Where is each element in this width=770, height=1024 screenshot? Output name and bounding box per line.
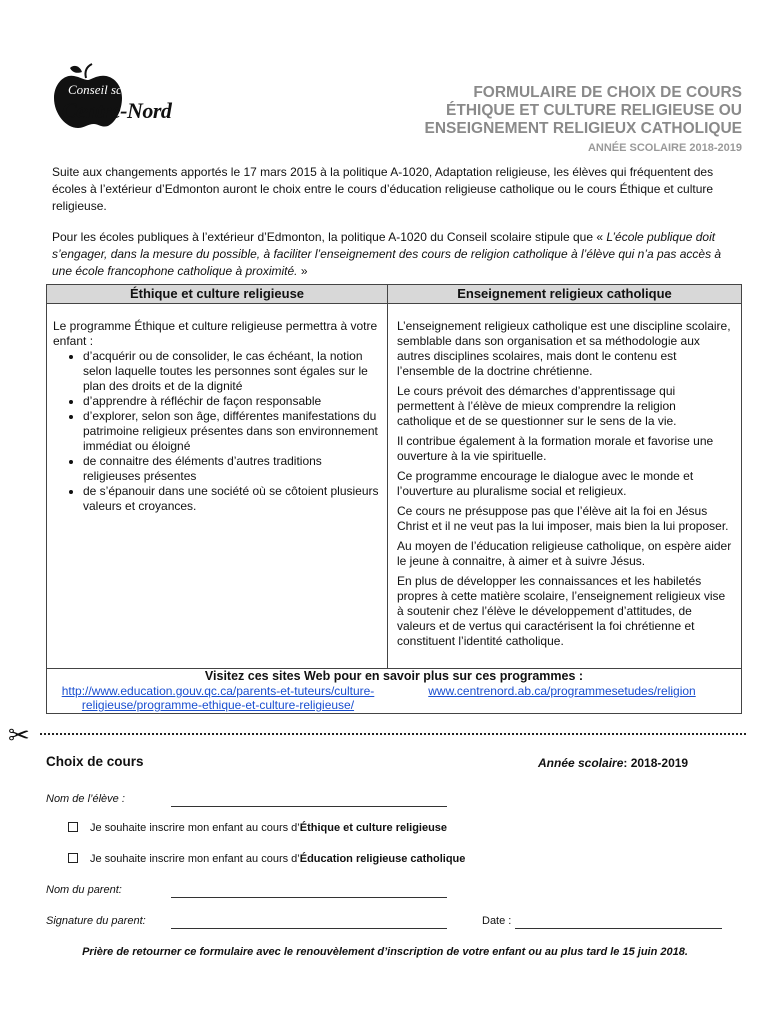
option-ethics-lead: Je souhaite inscrire mon enfant au cours d’ (90, 822, 300, 834)
signature-label: Signature du parent: (46, 915, 146, 927)
form-title-line1: FORMULAIRE DE CHOIX DE COURS (473, 84, 742, 101)
option-ethics[interactable] (68, 822, 447, 834)
catholic-paragraph: Au moyen de l’éducation religieuse catholique, on espère aider le jeune à connaitre, à aimer et à suivre Jésus. (397, 539, 732, 568)
scissors-icon: ✂ (8, 720, 30, 750)
school-year-value: : 2018-2019 (623, 756, 689, 770)
ethics-cell (53, 319, 379, 514)
intro-p2-end: » (297, 264, 308, 278)
form-title-line3: ENSEIGNEMENT RELIGIEUX CATHOLIQUE (424, 120, 742, 137)
conseil-scolaire-logo (50, 62, 175, 132)
websites-row (47, 668, 741, 714)
table-header-ethics: Éthique et culture religieuse (47, 285, 388, 304)
school-year-label: Année scolaire (538, 756, 624, 770)
catholic-checkbox[interactable] (68, 853, 78, 863)
catholic-paragraph: Ce programme encourage le dialogue avec le monde et l’ouverture au pluralisme social et religieux. (397, 469, 694, 498)
catholic-website-link[interactable]: www.centrenord.ab.ca/programmesetudes/religion (428, 684, 696, 698)
intro-paragraph-1: Suite aux changements apportés le 17 mars 2015 à la politique A-1020, Adaptation religieuse, les élèves qui fréquentent des écoles à l’extérieur d’Edmonton auront le choix entre le cours d’éducation religieuse catholique ou le cours Éthique et culture religieuse. (52, 165, 714, 213)
parent-name-label: Nom du parent: (46, 884, 122, 896)
table-divider (387, 285, 388, 668)
cut-line (40, 733, 746, 735)
ethics-bullet-list (53, 349, 379, 514)
option-catholic-course: Éducation religieuse catholique (299, 853, 466, 865)
list-item: • de s’épanouir dans une société où se côtoient plusieurs valeurs et croyances. (83, 484, 379, 514)
table-header-catholic: Enseignement religieux catholique (388, 285, 741, 304)
form-subtitle: ANNÉE SCOLAIRE 2018-2019 (587, 142, 742, 154)
student-name-label: Nom de l’élève : (46, 793, 125, 805)
list-item: • de connaitre des éléments d’autres traditions religieuses présentes (83, 454, 379, 484)
list-item: • d’acquérir ou de consolider, le cas échéant, la notion selon laquelle toutes les personnes sont égales sur le plan des droits et de la dignité (83, 349, 379, 394)
school-year (538, 756, 688, 770)
form-title-line2: ÉTHIQUE ET CULTURE RELIGIEUSE OU (446, 102, 742, 119)
form-heading: Choix de cours (46, 754, 144, 769)
date-label: Date : (482, 915, 512, 927)
ethics-checkbox[interactable] (68, 822, 78, 832)
catholic-paragraph: En plus de développer les connaissances et les habiletés propres à cette matière scolaire, l’enseignement religieux vise à soutenir chez l’élève le développement d’attitudes, de valeurs et de vertus qui caractérisent la foi chrétienne et constituent l’identité catholique. (397, 574, 726, 648)
ethics-website-link[interactable]: http://www.education.gouv.qc.ca/parents-et-tuteurs/culture-religieuse/programme-ethique-et-culture-religieuse/ (61, 684, 375, 712)
websites-label: Visitez ces sites Web pour en savoir plus sur ces programmes : (204, 669, 584, 683)
comparison-table (46, 284, 742, 714)
option-catholic-lead: Je souhaite inscrire mon enfant au cours d’ (90, 853, 300, 865)
list-item: • d’apprendre à réfléchir de façon responsable (83, 394, 379, 409)
catholic-paragraph: Ce cours ne présuppose pas que l’élève ait la foi en Jésus Christ et il ne veut pas la lui imposer, mais bien la lui proposer. (397, 504, 729, 533)
intro-p2-quote: L’école publique doit s’engager, dans la mesure du possible, à faciliter l’enseignement des cours de religion catholique à l’élève qui n’a pas accès à une école francophone catholique à proximité. (52, 230, 722, 278)
logo-line2: Centre-Nord (62, 98, 172, 123)
logo-line1: Conseil scolaire (68, 82, 153, 97)
intro-p2-lead: Pour les écoles publiques à l’extérieur d’Edmonton, la politique A-1020 du Conseil scolaire stipule que « (52, 230, 607, 244)
list-item: • d’explorer, selon son âge, différentes manifestations du patrimoine religieux présentes dans son environnement immédiat ou éloigné (83, 409, 379, 454)
date-field[interactable] (515, 927, 722, 929)
intro-paragraph-2 (52, 229, 742, 280)
signature-field[interactable] (171, 927, 447, 929)
return-instructions: Prière de retourner ce formulaire avec le renouvèlement d’inscription de votre enfant ou au plus tard le 15 juin 2018. (82, 946, 688, 958)
parent-name-field[interactable] (171, 896, 447, 898)
option-catholic[interactable] (68, 853, 465, 865)
student-name-field[interactable] (171, 805, 447, 807)
catholic-paragraph: Il contribue également à la formation morale et favorise une ouverture à la vie spirituelle. (397, 434, 714, 463)
ethics-intro: Le programme Éthique et culture religieuse permettra à votre enfant : (53, 319, 378, 348)
option-ethics-course: Éthique et culture religieuse (299, 822, 448, 834)
catholic-paragraph: L’enseignement religieux catholique est une discipline scolaire, semblable dans son organisation et sa méthodologie aux autres disciplines scolaires, mais dont le contenu est l’ensemble de la doctrine chrétienne. (397, 319, 731, 378)
catholic-paragraph: Le cours prévoit des démarches d’apprentissage qui permettent à l’élève de mieux comprendre la religion catholique et de se questionner sur le sens de la vie. (397, 384, 677, 428)
catholic-cell (397, 319, 732, 654)
